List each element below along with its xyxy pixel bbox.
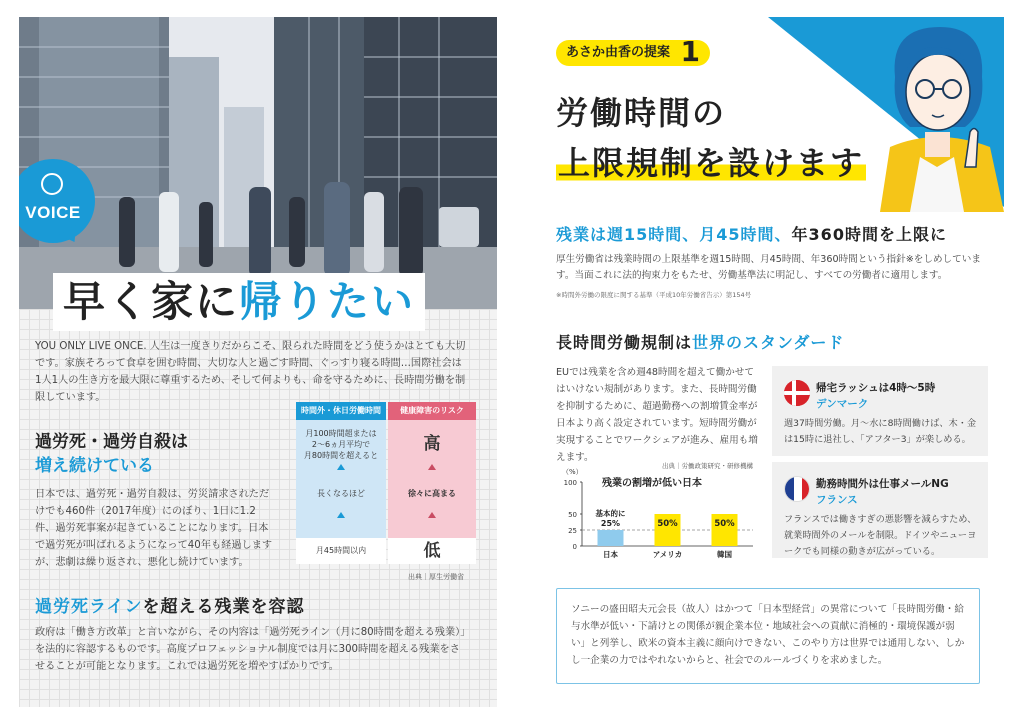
france-card-title: 勤務時間外は仕事メールNG [816, 478, 949, 490]
france-card-body: フランスでは働きすぎの悪影響を減らすため、就業時間外のメールを制限。ドイツやニューヨークでも同様の動きが広がっている。 [784, 514, 977, 557]
subheading-line-2: 増え続けている [35, 456, 154, 476]
morita-quote-box: ソニーの盛田昭夫元会長（故人）はかつて「日本型経営」の異常について「長時間労働・給与水準が低い・下請けとの関係が親企業本位・地域社会への貢献に消極的・環境保護が弱い」と列挙し、欧米の資本主義に顔向けできない、このやり方は世界では通用しない、しかし一企業の力ではやれないからと、社会でのルールづくりを求めました。 [556, 588, 980, 684]
subheading-line-1: 過労死・過労自殺は [35, 432, 188, 452]
table-header-hours: 時間外・休日労働時間 [296, 402, 386, 420]
page-title-line-1: 労働時間の [556, 94, 727, 132]
eu-body: EUでは残業を含め週48時間を超えて働かせてはいけない規制があります。また、長時間労働を抑制するために、超過勤務への割増賃金率が日本より高く設定されています。短時間労働が実現することでワークシェアが進み、雇用も増えます。 [556, 367, 758, 463]
overtime-cap-body: 厚生労働省は残業時間の上限基準を週15時間、月45時間、年360時間という指針※をしめしています。当面これに法的拘束力をもたせ、労働基準法に明記し、すべての労働者に適用します。 [556, 254, 981, 281]
world-standard-heading [556, 330, 844, 353]
table-cell-r2b: 徐々に高まる [408, 489, 456, 498]
subheading-karoshi [35, 430, 188, 478]
table-cell-r1a [296, 428, 386, 461]
chart-ylabel: （%） [562, 468, 583, 476]
karoshi-line-body: 政府は「働き方改革」と言いながら、その内容は「過労死ライン（月に80時間を超える残業）」を法的に容認するものです。高度プロフェッショナル制度では月に300時間を超える残業をさせることが可能となります。これでは過労死を増やすばかりです。 [35, 627, 466, 672]
chart-ytick-label: 50 [568, 511, 577, 519]
headline-part-b: 帰りたい [239, 277, 416, 326]
subheading-rest: を超える残業を容認 [142, 597, 305, 617]
overtime-premium-chart [548, 466, 760, 566]
table-cell-r3b: 低 [388, 538, 476, 564]
chart-data-label: 50% [657, 519, 678, 529]
subheading-karoshi-line [35, 592, 305, 617]
chart-category-label: 韓国 [717, 550, 732, 559]
chart-data-label: 基本的に [595, 509, 626, 518]
chart-category-label: アメリカ [652, 550, 683, 559]
intro-text: YOU ONLY LIVE ONCE. 人生は一度きりだからこそ、限られた時間をどう使うかはとても大切です。家族そろって食卓を囲む時間、大切な人と過ごす時間、ぐっすり寝る時間…国際社会は1人1人の生き方を最大限に尊重するため、そして何よりも、命を守るために、長時間労働を制限しています。 [35, 341, 466, 403]
proposal-tag [556, 35, 710, 68]
table-cell-r1b: 高 [423, 434, 441, 454]
world-standard-heading-a: 長時間労働規制は [556, 333, 693, 352]
arrow-up-icon [388, 464, 476, 470]
denmark-card [772, 366, 988, 456]
denmark-card-country: デンマーク [816, 398, 869, 410]
france-card-country: フランス [816, 494, 858, 506]
table-header-risk: 健康障害のリスク [388, 402, 476, 420]
r1a-line2: 2〜6ヵ月平均で [311, 440, 371, 449]
speaker-icon [41, 173, 63, 195]
denmark-card-body: 週37時間労働。月〜水に8時間働けば、木・金は15時に退社し、「アフター3」が楽しめる。 [784, 418, 977, 445]
candidate-illustration [870, 17, 1004, 212]
chart-title: 残業の割増が低い日本 [602, 478, 702, 489]
chart-source: 出典｜労働政策研究・研修機構 [662, 462, 753, 470]
footnote: ※時間外労働の限度に関する基準（平成10年労働省告示）第154号 [556, 291, 752, 299]
proposal-number: 1 [680, 35, 701, 68]
street-photo [19, 17, 497, 309]
table-column-hours [296, 402, 386, 564]
chart-ytick-label: 0 [572, 543, 577, 551]
voice-label: VOICE [25, 203, 81, 222]
table-cell-r3a: 月45時間以内 [296, 538, 386, 564]
denmark-card-title: 帰宅ラッシュは4時〜5時 [816, 382, 936, 394]
denmark-flag-icon [784, 380, 810, 406]
subheading-accent: 過労死ライン [35, 597, 143, 617]
page-title-line-2: 上限規制を設けます [556, 138, 866, 184]
arrow-up-icon [388, 512, 476, 518]
chart-category-label: 日本 [603, 550, 618, 559]
main-headline [53, 273, 425, 331]
france-card [772, 462, 988, 558]
arrow-up-icon [296, 512, 386, 518]
chart-data-label: 50% [714, 519, 735, 529]
chart-ytick-label: 25 [568, 527, 577, 535]
overtime-cap-heading [556, 222, 947, 245]
overtime-cap-heading-a: 残業は週15時間、月45時間、 [556, 225, 792, 244]
table-cell-r2a: 長くなるほど [317, 489, 365, 498]
risk-table [296, 402, 476, 570]
chart-ytick-label: 100 [563, 479, 577, 487]
arrow-up-icon [296, 464, 386, 470]
table-column-risk [388, 402, 476, 564]
headline-part-a: 早く家に [63, 277, 240, 326]
chart-data-label: 25% [600, 519, 621, 528]
proposal-tag-label: あさか由香の提案 [566, 45, 671, 60]
overtime-cap-heading-b: 年360時間を上限に [791, 225, 947, 244]
r1a-line3: 月80時間を超えると [303, 451, 379, 460]
r1a-line1: 月100時間超または [305, 429, 377, 438]
chart-bar [598, 530, 624, 546]
table-source: 出典｜厚生労働省 [408, 573, 464, 581]
karoshi-body: 日本では、過労死・過労自殺は、労災請求されただけでも460件（2017年度）にのぼり、1日に1.2件、過労死事案が起きていることになります。日本で過労死が叫ばれるようになって40年も経過しますが、悲劇は繰り返され、悪化し続けています。 [35, 489, 273, 568]
france-flag-icon [784, 476, 810, 502]
world-standard-heading-b: 世界のスタンダード [692, 333, 845, 352]
